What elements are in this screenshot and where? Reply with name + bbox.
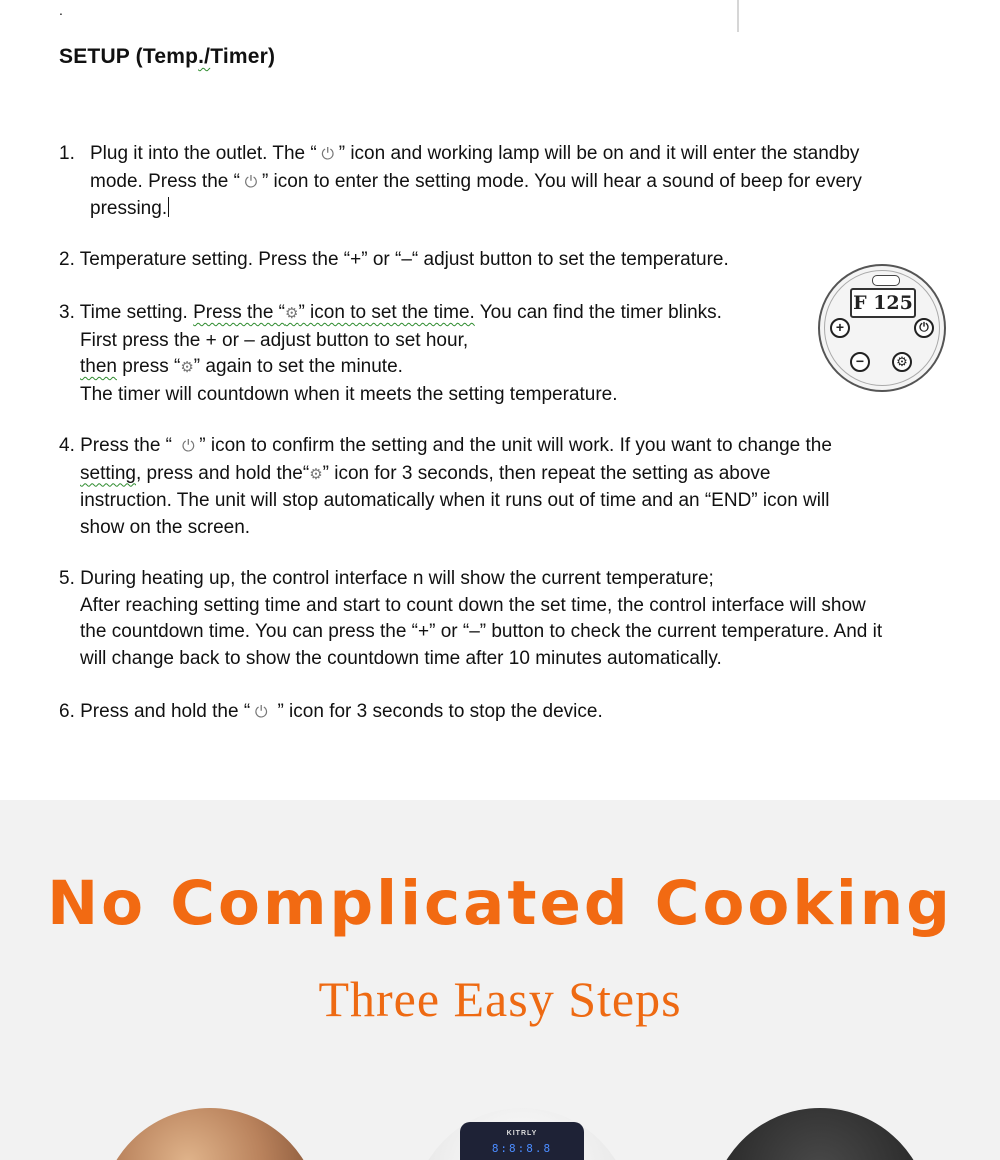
power-icon: ⏻	[244, 173, 258, 191]
panel-display: F 125	[850, 288, 916, 318]
control-panel-illustration	[818, 264, 946, 392]
gear-button-icon: ⚙	[892, 352, 912, 372]
power-icon: ⏻	[321, 146, 335, 163]
plus-button-icon: +	[830, 318, 850, 338]
step-3: 3. Time setting. Press the “⚙” icon to set the time. You can find the timer blinks. First press the + or – adjust button to set hour, then press “⚙” again to set the minute. The timer will countdown when it meets the setting temperature.	[59, 302, 722, 405]
promo-subhead: Three Easy Steps	[318, 971, 682, 1027]
text-cursor	[168, 197, 169, 217]
minus-button-icon: −	[850, 352, 870, 372]
gear-icon: ⚙	[309, 465, 323, 483]
step-1-number: 1.	[59, 143, 75, 164]
setup-title: SETUP (Temp./Timer)	[59, 45, 276, 68]
power-icon: ⏻	[254, 704, 268, 721]
promo-section	[0, 800, 1000, 1160]
gear-icon: ⚙	[180, 359, 194, 376]
step-photo-food-bag	[100, 1108, 320, 1160]
gear-icon: ⚙	[285, 305, 299, 322]
step-photo-pot	[710, 1108, 930, 1160]
step-5: 5. During heating up, the control interface n will show the current temperature; After reaching setting time and start to count down the set time, the control interface will show the countdown time. You can press the “+” or “–” button to check the current temperature. And it will change back to show the countdown time after 10 minutes automatically.	[59, 568, 883, 669]
step-2: 2. Temperature setting. Press the “+” or “–“ adjust button to set the temperature.	[59, 249, 729, 270]
device-brand: KITRLY	[506, 1130, 538, 1137]
indicator-pill	[872, 275, 900, 286]
stray-dot: .	[59, 2, 63, 18]
divider-line	[737, 0, 739, 32]
power-button-icon: ⏻	[914, 318, 934, 338]
device-control-panel	[460, 1122, 584, 1160]
step-6: 6. Press and hold the “ ⏻ ” icon for 3 seconds to stop the device.	[59, 699, 959, 727]
step-1: 1. Plug it into the outlet. The “ ⏻ ” icon and working lamp will be on and it will enter the standby mode. Press the “ ⏻ ” icon to enter the setting mode. You will hear a sound of beep for every pressing.	[59, 143, 862, 219]
device-display-digits: 8:8:8.8	[491, 1142, 553, 1155]
step-photo-device	[412, 1108, 632, 1160]
promo-headline: No Complicated Cooking	[47, 868, 953, 939]
power-icon: ⏻	[181, 438, 195, 455]
step-4: 4. Press the “ ⏻ ” icon to confirm the setting and the unit will work. If you want to change the setting, press and hold the“⚙” icon for 3 seconds, then repeat the setting as above instruction. The unit will stop automatically when it runs out of time and an “END” icon will show on the screen.	[59, 435, 832, 538]
